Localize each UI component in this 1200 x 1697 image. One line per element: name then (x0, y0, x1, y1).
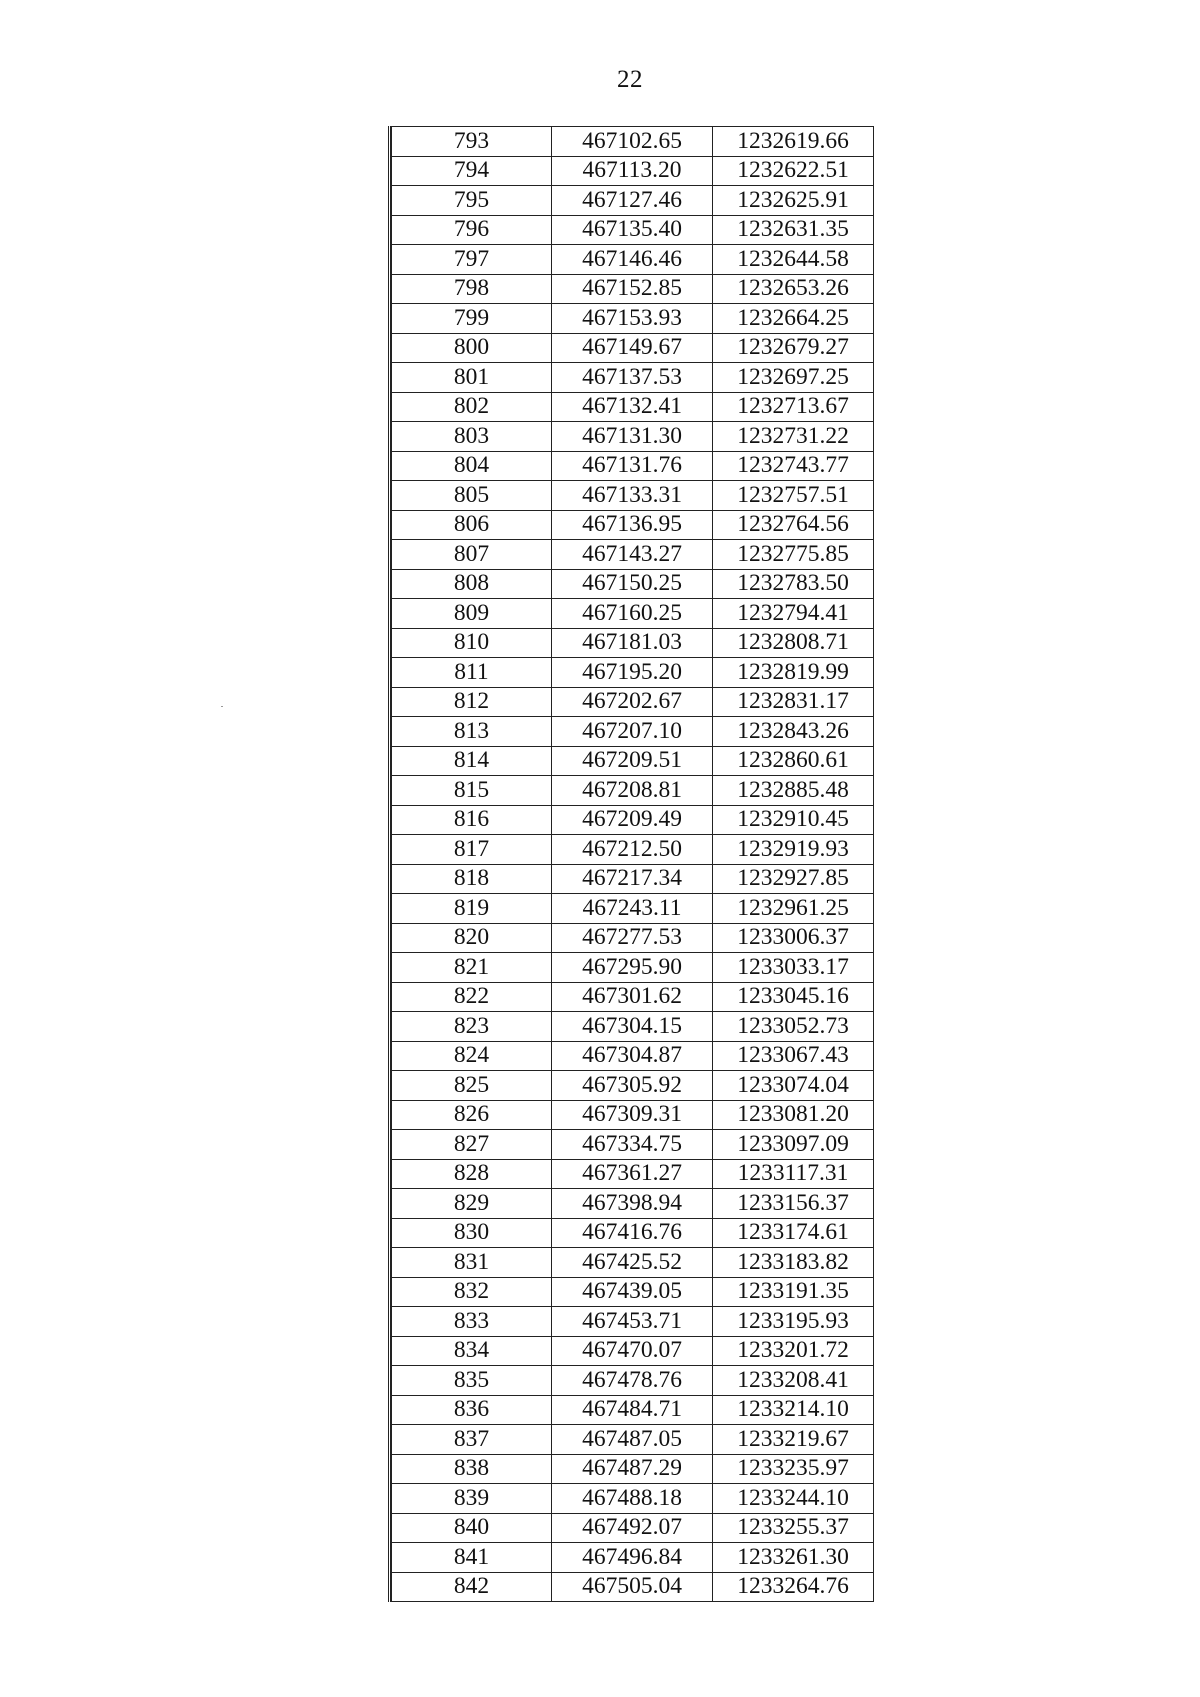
table-row (392, 1454, 874, 1484)
point-number-cell: 811 (392, 658, 552, 688)
table-row (392, 776, 874, 806)
point-number-cell: 808 (392, 569, 552, 599)
point-number-cell: 794 (392, 156, 552, 186)
point-number-cell: 801 (392, 363, 552, 393)
x-coordinate-cell: 467453.71 (552, 1307, 713, 1337)
scan-speck (221, 706, 223, 707)
table-row (392, 1189, 874, 1219)
y-coordinate-cell: 1233201.72 (713, 1336, 874, 1366)
table-row (392, 1543, 874, 1573)
y-coordinate-cell: 1232961.25 (713, 894, 874, 924)
y-coordinate-cell: 1232664.25 (713, 304, 874, 334)
x-coordinate-cell: 467135.40 (552, 215, 713, 245)
y-coordinate-cell: 1232619.66 (713, 127, 874, 157)
point-number-cell: 828 (392, 1159, 552, 1189)
y-coordinate-cell: 1233235.97 (713, 1454, 874, 1484)
point-number-cell: 826 (392, 1100, 552, 1130)
point-number-cell: 835 (392, 1366, 552, 1396)
table-row (392, 717, 874, 747)
point-number-cell: 820 (392, 923, 552, 953)
y-coordinate-cell: 1232757.51 (713, 481, 874, 511)
point-number-cell: 831 (392, 1248, 552, 1278)
table-row (392, 1041, 874, 1071)
table-row (392, 746, 874, 776)
point-number-cell: 795 (392, 186, 552, 216)
table-row (392, 1130, 874, 1160)
point-number-cell: 815 (392, 776, 552, 806)
y-coordinate-cell: 1233255.37 (713, 1513, 874, 1543)
point-number-cell: 832 (392, 1277, 552, 1307)
x-coordinate-cell: 467195.20 (552, 658, 713, 688)
table-row (392, 628, 874, 658)
y-coordinate-cell: 1233195.93 (713, 1307, 874, 1337)
point-number-cell: 822 (392, 982, 552, 1012)
table-row (392, 1071, 874, 1101)
y-coordinate-cell: 1233006.37 (713, 923, 874, 953)
y-coordinate-cell: 1233117.31 (713, 1159, 874, 1189)
x-coordinate-cell: 467334.75 (552, 1130, 713, 1160)
table-row (392, 186, 874, 216)
point-number-cell: 806 (392, 510, 552, 540)
y-coordinate-cell: 1232927.85 (713, 864, 874, 894)
y-coordinate-cell: 1233214.10 (713, 1395, 874, 1425)
x-coordinate-cell: 467113.20 (552, 156, 713, 186)
point-number-cell: 804 (392, 451, 552, 481)
y-coordinate-cell: 1232622.51 (713, 156, 874, 186)
x-coordinate-cell: 467131.30 (552, 422, 713, 452)
point-number-cell: 813 (392, 717, 552, 747)
point-number-cell: 803 (392, 422, 552, 452)
point-number-cell: 827 (392, 1130, 552, 1160)
point-number-cell: 807 (392, 540, 552, 570)
x-coordinate-cell: 467361.27 (552, 1159, 713, 1189)
table-row (392, 1012, 874, 1042)
x-coordinate-cell: 467484.71 (552, 1395, 713, 1425)
coordinates-table (391, 126, 874, 1602)
table-row (392, 1277, 874, 1307)
x-coordinate-cell: 467209.49 (552, 805, 713, 835)
table-row (392, 274, 874, 304)
table-row (392, 422, 874, 452)
point-number-cell: 834 (392, 1336, 552, 1366)
point-number-cell: 842 (392, 1572, 552, 1602)
point-number-cell: 821 (392, 953, 552, 983)
x-coordinate-cell: 467305.92 (552, 1071, 713, 1101)
page-number: 22 (617, 66, 643, 93)
point-number-cell: 817 (392, 835, 552, 865)
x-coordinate-cell: 467207.10 (552, 717, 713, 747)
y-coordinate-cell: 1233244.10 (713, 1484, 874, 1514)
table-row (392, 510, 874, 540)
table-row (392, 245, 874, 275)
x-coordinate-cell: 467416.76 (552, 1218, 713, 1248)
point-number-cell: 833 (392, 1307, 552, 1337)
table-row (392, 687, 874, 717)
y-coordinate-cell: 1232631.35 (713, 215, 874, 245)
x-coordinate-cell: 467146.46 (552, 245, 713, 275)
y-coordinate-cell: 1233261.30 (713, 1543, 874, 1573)
y-coordinate-cell: 1232743.77 (713, 451, 874, 481)
point-number-cell: 799 (392, 304, 552, 334)
y-coordinate-cell: 1232843.26 (713, 717, 874, 747)
y-coordinate-cell: 1232625.91 (713, 186, 874, 216)
x-coordinate-cell: 467301.62 (552, 982, 713, 1012)
point-number-cell: 812 (392, 687, 552, 717)
table-row (392, 451, 874, 481)
table-row (392, 923, 874, 953)
y-coordinate-cell: 1232775.85 (713, 540, 874, 570)
table-row (392, 835, 874, 865)
x-coordinate-cell: 467136.95 (552, 510, 713, 540)
x-coordinate-cell: 467277.53 (552, 923, 713, 953)
y-coordinate-cell: 1232731.22 (713, 422, 874, 452)
x-coordinate-cell: 467209.51 (552, 746, 713, 776)
y-coordinate-cell: 1233219.67 (713, 1425, 874, 1455)
x-coordinate-cell: 467309.31 (552, 1100, 713, 1130)
point-number-cell: 824 (392, 1041, 552, 1071)
y-coordinate-cell: 1232679.27 (713, 333, 874, 363)
x-coordinate-cell: 467304.15 (552, 1012, 713, 1042)
x-coordinate-cell: 467470.07 (552, 1336, 713, 1366)
table-row (392, 481, 874, 511)
point-number-cell: 800 (392, 333, 552, 363)
x-coordinate-cell: 467425.52 (552, 1248, 713, 1278)
point-number-cell: 797 (392, 245, 552, 275)
table-row (392, 1100, 874, 1130)
table-row (392, 1395, 874, 1425)
y-coordinate-cell: 1232653.26 (713, 274, 874, 304)
point-number-cell: 840 (392, 1513, 552, 1543)
x-coordinate-cell: 467160.25 (552, 599, 713, 629)
point-number-cell: 810 (392, 628, 552, 658)
point-number-cell: 837 (392, 1425, 552, 1455)
coordinates-table-body (392, 127, 874, 1602)
y-coordinate-cell: 1233052.73 (713, 1012, 874, 1042)
point-number-cell: 838 (392, 1454, 552, 1484)
x-coordinate-cell: 467487.05 (552, 1425, 713, 1455)
table-row (392, 1425, 874, 1455)
point-number-cell: 841 (392, 1543, 552, 1573)
point-number-cell: 809 (392, 599, 552, 629)
y-coordinate-cell: 1233208.41 (713, 1366, 874, 1396)
y-coordinate-cell: 1232860.61 (713, 746, 874, 776)
table-row (392, 894, 874, 924)
table-row (392, 1248, 874, 1278)
x-coordinate-cell: 467181.03 (552, 628, 713, 658)
y-coordinate-cell: 1232819.99 (713, 658, 874, 688)
table-row (392, 1218, 874, 1248)
table-row (392, 1513, 874, 1543)
x-coordinate-cell: 467202.67 (552, 687, 713, 717)
table-row (392, 569, 874, 599)
point-number-cell: 836 (392, 1395, 552, 1425)
y-coordinate-cell: 1233174.61 (713, 1218, 874, 1248)
y-coordinate-cell: 1233045.16 (713, 982, 874, 1012)
y-coordinate-cell: 1232885.48 (713, 776, 874, 806)
table-row (392, 982, 874, 1012)
table-row (392, 805, 874, 835)
y-coordinate-cell: 1232783.50 (713, 569, 874, 599)
x-coordinate-cell: 467143.27 (552, 540, 713, 570)
y-coordinate-cell: 1233081.20 (713, 1100, 874, 1130)
x-coordinate-cell: 467137.53 (552, 363, 713, 393)
x-coordinate-cell: 467127.46 (552, 186, 713, 216)
table-row (392, 864, 874, 894)
table-row (392, 1336, 874, 1366)
y-coordinate-cell: 1233067.43 (713, 1041, 874, 1071)
point-number-cell: 793 (392, 127, 552, 157)
point-number-cell: 805 (392, 481, 552, 511)
table-row (392, 392, 874, 422)
point-number-cell: 814 (392, 746, 552, 776)
table-row (392, 540, 874, 570)
point-number-cell: 802 (392, 392, 552, 422)
point-number-cell: 823 (392, 1012, 552, 1042)
table-row (392, 1366, 874, 1396)
x-coordinate-cell: 467152.85 (552, 274, 713, 304)
y-coordinate-cell: 1232910.45 (713, 805, 874, 835)
point-number-cell: 819 (392, 894, 552, 924)
y-coordinate-cell: 1233183.82 (713, 1248, 874, 1278)
y-coordinate-cell: 1232697.25 (713, 363, 874, 393)
point-number-cell: 796 (392, 215, 552, 245)
x-coordinate-cell: 467217.34 (552, 864, 713, 894)
x-coordinate-cell: 467132.41 (552, 392, 713, 422)
y-coordinate-cell: 1233156.37 (713, 1189, 874, 1219)
table-row (392, 658, 874, 688)
x-coordinate-cell: 467243.11 (552, 894, 713, 924)
x-coordinate-cell: 467487.29 (552, 1454, 713, 1484)
point-number-cell: 825 (392, 1071, 552, 1101)
x-coordinate-cell: 467102.65 (552, 127, 713, 157)
x-coordinate-cell: 467478.76 (552, 1366, 713, 1396)
table-row (392, 953, 874, 983)
y-coordinate-cell: 1233097.09 (713, 1130, 874, 1160)
coordinates-table-wrapper (388, 126, 874, 1602)
point-number-cell: 830 (392, 1218, 552, 1248)
point-number-cell: 816 (392, 805, 552, 835)
y-coordinate-cell: 1232808.71 (713, 628, 874, 658)
y-coordinate-cell: 1233264.76 (713, 1572, 874, 1602)
point-number-cell: 839 (392, 1484, 552, 1514)
table-row (392, 156, 874, 186)
table-row (392, 1159, 874, 1189)
x-coordinate-cell: 467398.94 (552, 1189, 713, 1219)
x-coordinate-cell: 467304.87 (552, 1041, 713, 1071)
x-coordinate-cell: 467492.07 (552, 1513, 713, 1543)
y-coordinate-cell: 1233074.04 (713, 1071, 874, 1101)
table-row (392, 127, 874, 157)
table-row (392, 599, 874, 629)
x-coordinate-cell: 467153.93 (552, 304, 713, 334)
table-row (392, 363, 874, 393)
y-coordinate-cell: 1232831.17 (713, 687, 874, 717)
point-number-cell: 818 (392, 864, 552, 894)
table-row (392, 1484, 874, 1514)
x-coordinate-cell: 467149.67 (552, 333, 713, 363)
y-coordinate-cell: 1232713.67 (713, 392, 874, 422)
x-coordinate-cell: 467212.50 (552, 835, 713, 865)
x-coordinate-cell: 467488.18 (552, 1484, 713, 1514)
y-coordinate-cell: 1233191.35 (713, 1277, 874, 1307)
point-number-cell: 829 (392, 1189, 552, 1219)
table-row (392, 215, 874, 245)
y-coordinate-cell: 1232764.56 (713, 510, 874, 540)
x-coordinate-cell: 467131.76 (552, 451, 713, 481)
x-coordinate-cell: 467439.05 (552, 1277, 713, 1307)
x-coordinate-cell: 467208.81 (552, 776, 713, 806)
x-coordinate-cell: 467150.25 (552, 569, 713, 599)
y-coordinate-cell: 1232644.58 (713, 245, 874, 275)
table-row (392, 1307, 874, 1337)
table-row (392, 304, 874, 334)
x-coordinate-cell: 467295.90 (552, 953, 713, 983)
table-row (392, 333, 874, 363)
y-coordinate-cell: 1232794.41 (713, 599, 874, 629)
x-coordinate-cell: 467505.04 (552, 1572, 713, 1602)
point-number-cell: 798 (392, 274, 552, 304)
y-coordinate-cell: 1233033.17 (713, 953, 874, 983)
x-coordinate-cell: 467496.84 (552, 1543, 713, 1573)
y-coordinate-cell: 1232919.93 (713, 835, 874, 865)
x-coordinate-cell: 467133.31 (552, 481, 713, 511)
table-row (392, 1572, 874, 1602)
